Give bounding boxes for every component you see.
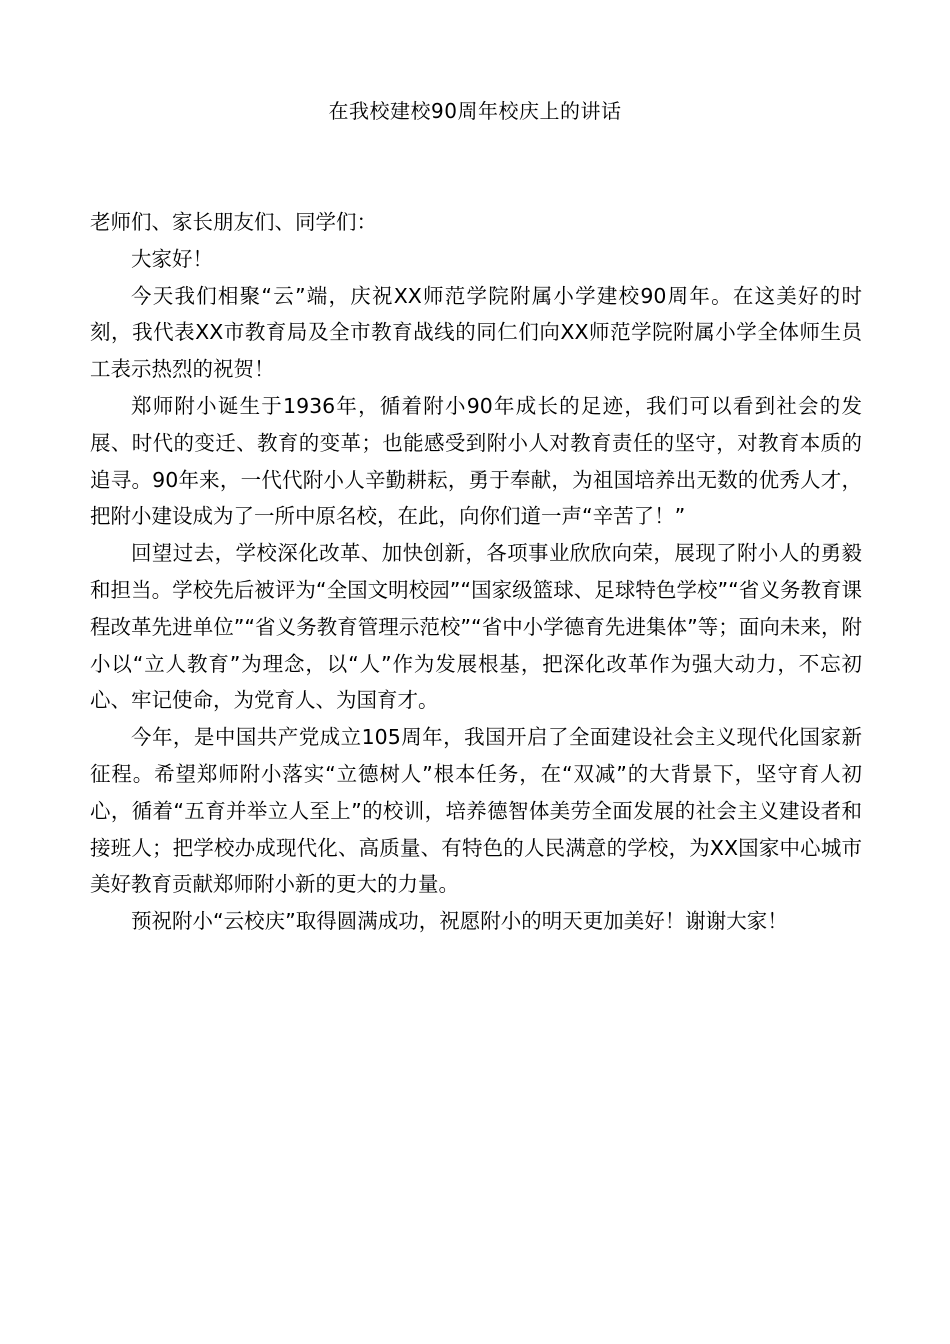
paragraph-closing: 预祝附小“云校庆”取得圆满成功，祝愿附小的明天更加美好！谢谢大家！ — [131, 909, 788, 934]
document-title: 在我校建校90周年校庆上的讲话 — [328, 99, 622, 123]
paragraph-achievements: 回望过去，学校深化改革、加快创新，各项事业欣欣向荣，展现了附小人的勇毅和担当。学校先后被评为“全国文明校园”“国家级篮球、足球特色学校”“省义务教育课程改革先进单位”“省义务教育管理示范校”“省中小学德育先进集体”等；面向未来，附小以“立人教育”为理念，以“人”作为发展根基，把深化改革作为强大动力，不忘初心、牢记使命，为党育人、为国育才。 — [90, 541, 862, 713]
document-body — [90, 204, 862, 940]
paragraph-history: 郑师附小诞生于1936年，循着附小90年成长的足迹，我们可以看到社会的发展、时代的变迁、教育的变革；也能感受到附小人对教育责任的坚守，对教育本质的追寻。90年来，一代代附小人辛勤耕耘，勇于奉献，为祖国培养出无数的优秀人才，把附小建设成为了一所中原名校，在此，向你们道一声“辛苦了！” — [90, 393, 862, 529]
paragraph-greeting: 大家好！ — [131, 246, 213, 271]
salutation: 老师们、家长朋友们、同学们： — [90, 210, 377, 234]
paragraph-hopes: 今年，是中国共产党成立105周年，我国开启了全面建设社会主义现代化国家新征程。希望郑师附小落实“立德树人”根本任务，在“双减”的大背景下，坚守育人初心，循着“五育并举立人至上”的校训，培养德智体美劳全面发展的社会主义建设者和接班人；把学校办成现代化、高质量、有特色的人民满意的学校，为XX国家中心城市美好教育贡献郑师附小新的更大的力量。 — [90, 725, 862, 897]
paragraph-congratulations: 今天我们相聚“云”端，庆祝XX师范学院附属小学建校90周年。在这美好的时刻，我代表XX市教育局及全市教育战线的同仁们向XX师范学院附属小学全体师生员工表示热烈的祝贺！ — [90, 283, 862, 382]
